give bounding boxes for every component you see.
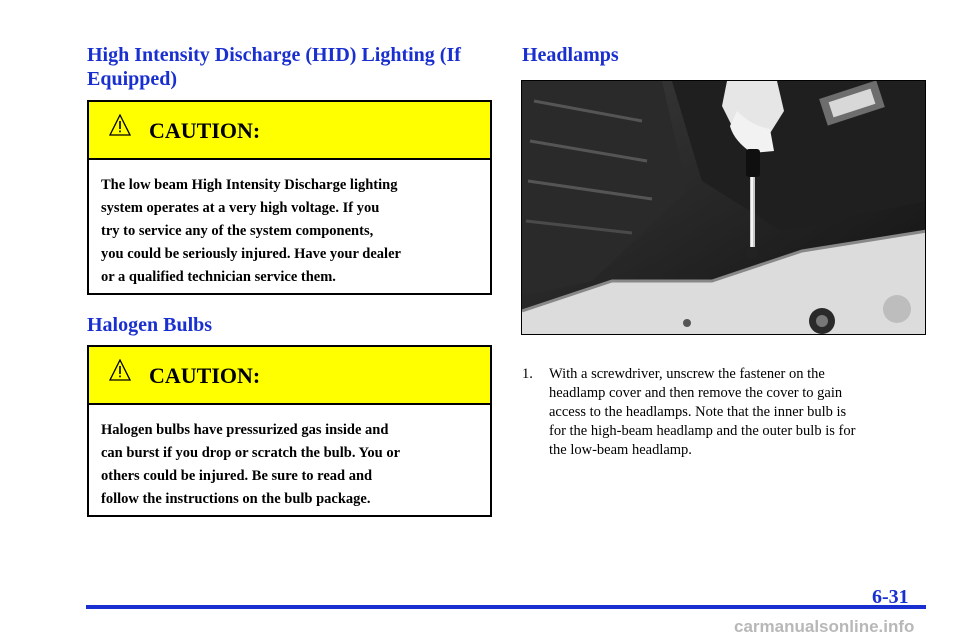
caution-text bbox=[89, 405, 490, 511]
step-number: 1. bbox=[522, 366, 533, 382]
step-line: access to the headlamps. Note that the inner bulb is bbox=[549, 404, 847, 420]
headlamps-heading: Headlamps bbox=[522, 44, 619, 66]
caution-header bbox=[89, 102, 490, 160]
step-line: the low-beam headlamp. bbox=[549, 442, 692, 458]
caution-title: CAUTION: bbox=[149, 363, 261, 388]
caution-line: system operates at a very high voltage. If you bbox=[101, 200, 380, 216]
caution-box-hid bbox=[87, 100, 492, 295]
step-line: for the high-beam headlamp and the outer bulb is for bbox=[549, 423, 856, 439]
watermark: carmanualsonline.info bbox=[734, 617, 915, 636]
headlamp-cover-illustration bbox=[522, 81, 926, 335]
caution-line: others could be injured. Be sure to read and bbox=[101, 468, 373, 484]
caution-line: you could be seriously injured. Have your dealer bbox=[101, 246, 401, 262]
caution-text bbox=[89, 160, 490, 289]
caution-line: can burst if you drop or scratch the bulb. You or bbox=[101, 445, 401, 461]
page-number: 6-31 bbox=[872, 586, 909, 608]
caution-header bbox=[89, 347, 490, 405]
step-text bbox=[522, 365, 932, 460]
step-list bbox=[522, 365, 932, 460]
caution-line: try to service any of the system components, bbox=[101, 223, 374, 239]
caution-line: or a qualified technician service them. bbox=[101, 269, 336, 285]
caution-title: CAUTION: bbox=[149, 118, 261, 143]
warning-triangle-icon bbox=[109, 114, 131, 136]
footer-rule bbox=[86, 605, 926, 609]
caution-line: Halogen bulbs have pressurized gas inside and bbox=[101, 422, 389, 438]
warning-triangle-icon bbox=[109, 359, 131, 381]
caution-line: The low beam High Intensity Discharge lighting bbox=[101, 177, 398, 193]
headlamp-photo bbox=[521, 80, 926, 335]
step-line: With a screwdriver, unscrew the fastener on the bbox=[549, 366, 825, 382]
halogen-bulbs-heading: Halogen Bulbs bbox=[87, 314, 213, 336]
hid-lighting-heading: High Intensity Discharge (HID) Lighting (If Equipped) bbox=[87, 44, 461, 90]
step-line: headlamp cover and then remove the cover to gain bbox=[549, 385, 843, 401]
caution-line: follow the instructions on the bulb package. bbox=[101, 491, 371, 507]
caution-box-halogen bbox=[87, 345, 492, 517]
